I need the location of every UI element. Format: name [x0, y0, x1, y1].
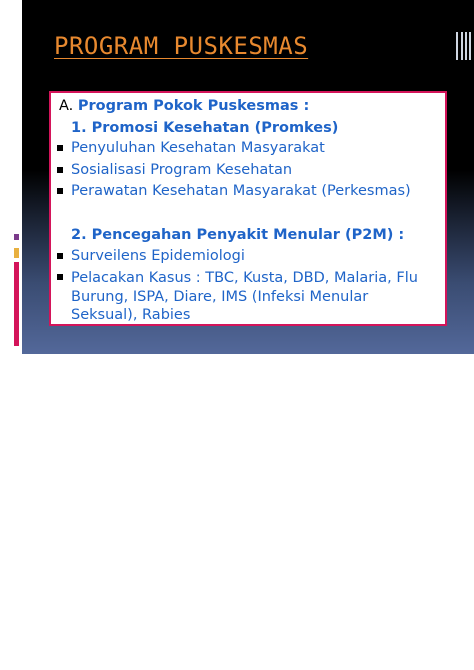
slide-title: PROGRAM PUSKESMAS	[54, 32, 309, 60]
list-item: Perawatan Kesehatan Masyarakat (Perkesmas)	[71, 183, 411, 199]
section-title: Program Pokok Puskesmas :	[77, 98, 310, 114]
list-item: Penyuluhan Kesehatan Masyarakat	[71, 140, 325, 156]
section-heading: A. Program Pokok Puskesmas :	[59, 98, 310, 114]
bullet-icon	[57, 188, 63, 194]
decorative-stripes	[456, 32, 474, 60]
list-item-continuation: Burung, ISPA, Diare, IMS (Infeksi Menular	[71, 289, 369, 305]
list-item: Sosialisasi Program Kesehatan	[71, 162, 293, 178]
bullet-icon	[57, 274, 63, 280]
bullet-icon	[57, 253, 63, 259]
left-accent-bars	[14, 234, 20, 346]
list-item-continuation: Seksual), Rabies	[71, 307, 191, 323]
list-item: Pelacakan Kasus : TBC, Kusta, DBD, Malaria, Flu	[71, 270, 418, 286]
list-item: Surveilens Epidemiologi	[71, 248, 245, 264]
bullet-icon	[57, 167, 63, 173]
content-panel	[49, 91, 447, 326]
bullet-icon	[57, 145, 63, 151]
group-heading-p2m: 2. Pencegahan Penyakit Menular (P2M) :	[71, 227, 405, 243]
group-heading-promkes: 1. Promosi Kesehatan (Promkes)	[71, 120, 339, 136]
